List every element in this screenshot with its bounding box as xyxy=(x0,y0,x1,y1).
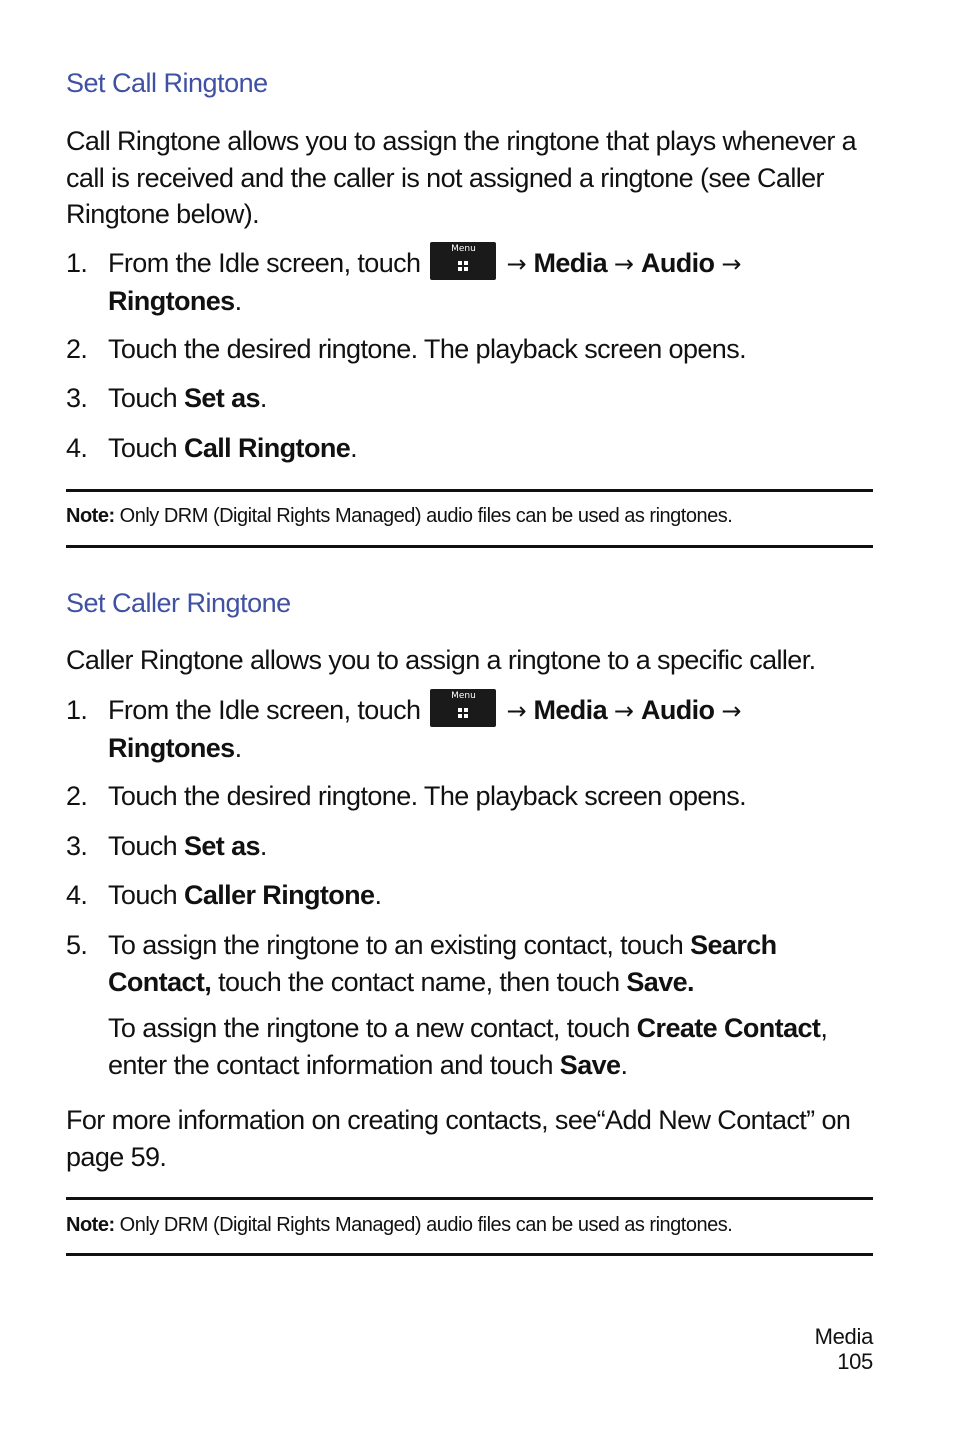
step-text: From the Idle screen, touch Menu → Media → Audio → Ringtones. xyxy=(108,690,742,763)
step-3 xyxy=(66,828,876,865)
menu-key-icon: Menu xyxy=(430,689,496,727)
note-rule-top xyxy=(66,489,873,492)
note-rule-top xyxy=(66,1197,873,1200)
footer-section-name: Media xyxy=(814,1324,873,1349)
arrow-icon: → xyxy=(721,697,742,725)
step-3 xyxy=(66,380,876,417)
step-4 xyxy=(66,430,876,467)
menu-key-icon: Menu xyxy=(430,242,496,280)
step-number: 4. xyxy=(66,880,88,910)
arrow-icon: → xyxy=(506,250,527,278)
step-text: To assign the ringtone to an existing contact, touch Search Contact, touch the contact name, then touch Save. xyxy=(108,930,777,997)
step-number: 1. xyxy=(66,248,88,278)
arrow-icon: → xyxy=(721,250,742,278)
step-number: 2. xyxy=(66,334,88,364)
step-number: 1. xyxy=(66,695,88,725)
note-rule-bottom xyxy=(66,545,873,548)
step-text: Touch Caller Ringtone. xyxy=(108,880,382,910)
step-number: 3. xyxy=(66,831,88,861)
step-text: Touch Set as. xyxy=(108,831,267,861)
intro-paragraph: Caller Ringtone allows you to assign a ringtone to a specific caller. xyxy=(66,645,816,675)
section-heading-set-caller-ringtone: Set Caller Ringtone xyxy=(66,588,291,618)
step-text: Touch Call Ringtone. xyxy=(108,433,358,463)
step-number: 4. xyxy=(66,433,88,463)
page-number: 105 xyxy=(837,1349,873,1374)
note-rule-bottom xyxy=(66,1253,873,1256)
step-1 xyxy=(66,245,876,319)
intro-paragraph: Call Ringtone allows you to assign the ringtone that plays whenever a call is received and the caller is not assigned a ringtone (see Caller Ringtone below). xyxy=(66,126,857,229)
step-2 xyxy=(66,778,876,815)
note-label: Note: xyxy=(66,505,115,527)
step-4 xyxy=(66,877,876,914)
step-1 xyxy=(66,692,876,766)
arrow-icon: → xyxy=(613,250,635,278)
step-text: Touch the desired ringtone. The playback screen opens. xyxy=(108,334,747,364)
step-number: 2. xyxy=(66,781,88,811)
step-text: From the Idle screen, touch Menu → Media → Audio → Ringtones. xyxy=(108,243,742,316)
step-text: Touch Set as. xyxy=(108,383,267,413)
page-footer xyxy=(815,1324,873,1374)
section-heading-set-call-ringtone: Set Call Ringtone xyxy=(66,68,268,98)
arrow-icon: → xyxy=(613,697,635,725)
step-number: 3. xyxy=(66,383,88,413)
note: Note: Only DRM (Digital Rights Managed) audio files can be used as ringtones. xyxy=(66,1214,733,1236)
step-5 xyxy=(66,927,876,1000)
step-2 xyxy=(66,331,876,368)
step-number: 5. xyxy=(66,930,88,960)
note: Note: Only DRM (Digital Rights Managed) audio files can be used as ringtones. xyxy=(66,505,733,527)
step-5-alternative: To assign the ringtone to a new contact, touch Create Contact, enter the contact information and touch Save. xyxy=(108,1013,828,1080)
more-info-paragraph: For more information on creating contacts, see“Add New Contact” on page 59. xyxy=(66,1105,851,1172)
note-label: Note: xyxy=(66,1214,115,1236)
step-text: Touch the desired ringtone. The playback screen opens. xyxy=(108,781,747,811)
arrow-icon: → xyxy=(506,697,527,725)
